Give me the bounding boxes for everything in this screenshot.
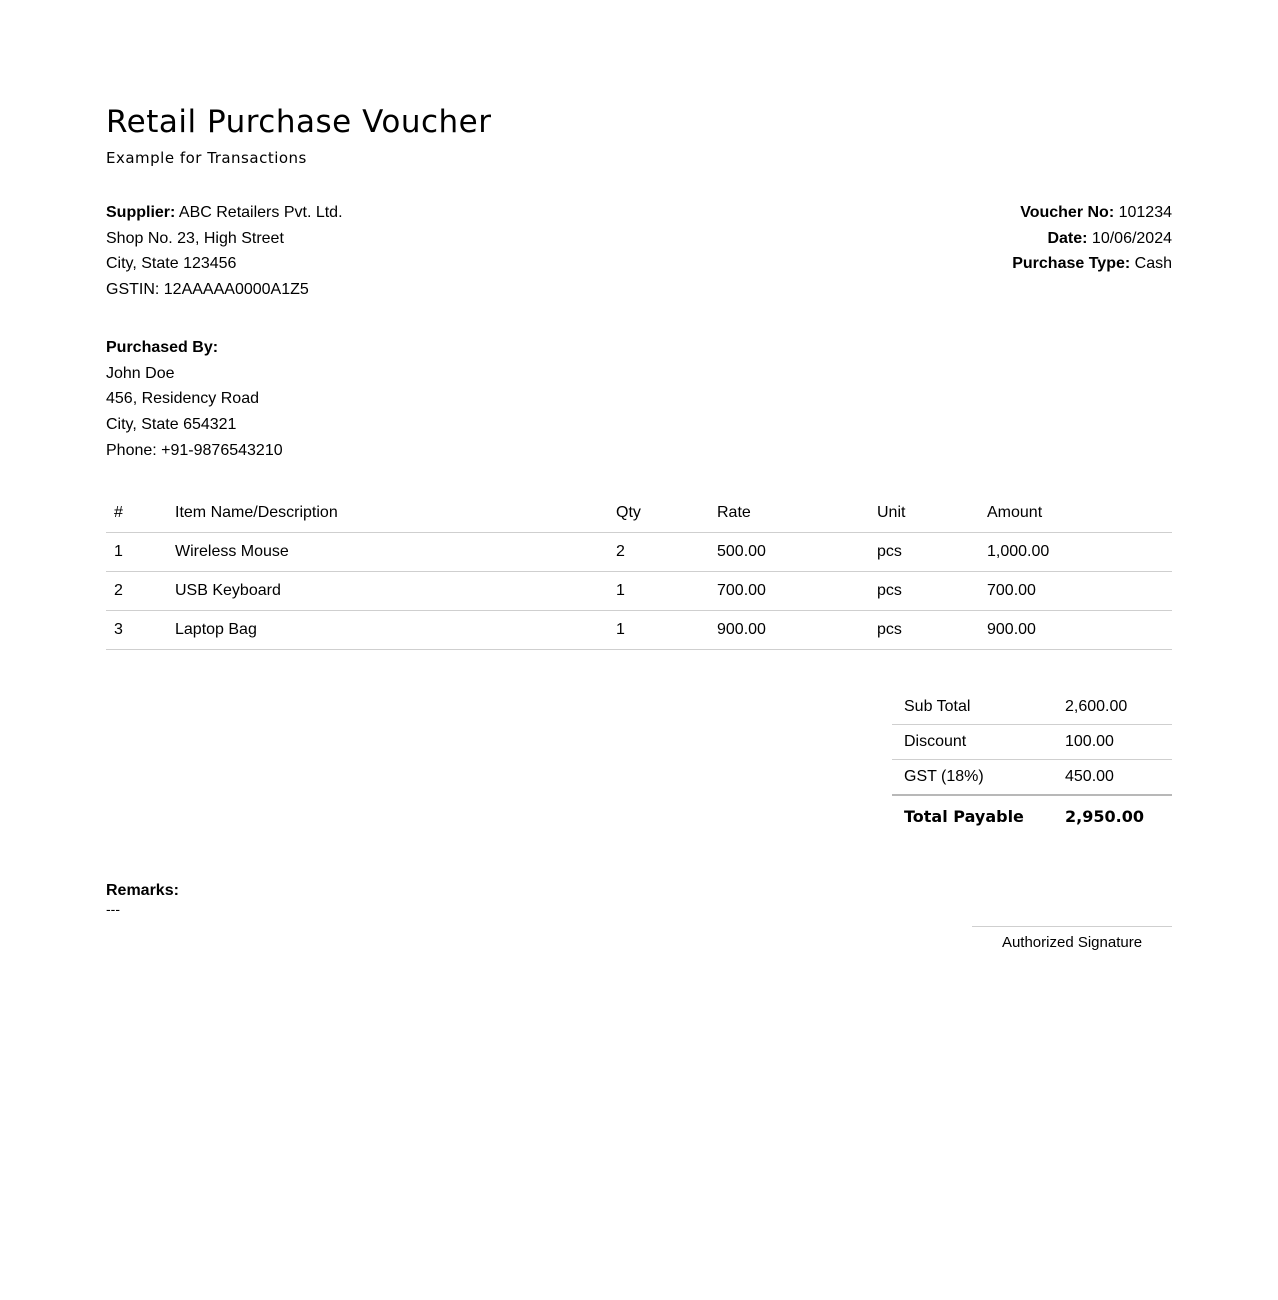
discount-label: Discount [892, 725, 1057, 760]
remarks-label: Remarks: [106, 882, 179, 899]
gst-row [892, 760, 1172, 796]
buyer-details [106, 335, 283, 464]
item-qty: 1 [608, 572, 709, 611]
supplier-address-line1: Shop No. 23, High Street [106, 229, 284, 247]
item-rate: 900.00 [709, 611, 869, 650]
item-name: USB Keyboard [167, 572, 608, 611]
column-header-number: # [106, 494, 167, 533]
item-qty: 2 [608, 533, 709, 572]
voucher-no-label: Voucher No: [1020, 204, 1115, 221]
items-table [106, 494, 1172, 650]
voucher-details [1012, 200, 1172, 277]
supplier-details [106, 200, 343, 303]
buyer-name: John Doe [106, 364, 175, 382]
buyer-label: Purchased By: [106, 339, 219, 356]
gst-label: GST (18%) [892, 760, 1057, 796]
total-payable-row [892, 795, 1172, 836]
column-header-rate: Rate [709, 494, 869, 533]
remarks-section [106, 882, 179, 918]
table-row [106, 611, 1172, 650]
supplier-gstin: GSTIN: 12AAAAA0000A1Z5 [106, 281, 309, 299]
item-rate: 700.00 [709, 572, 869, 611]
row-number: 2 [106, 572, 167, 611]
table-row [106, 533, 1172, 572]
item-unit: pcs [869, 611, 979, 650]
column-header-item: Item Name/Description [167, 494, 608, 533]
items-header-row [106, 494, 1172, 533]
buyer-phone: Phone: +91-9876543210 [106, 441, 283, 459]
voucher-date-label: Date: [1047, 229, 1088, 247]
item-name: Wireless Mouse [167, 533, 608, 572]
page-title: Retail Purchase Voucher [106, 104, 492, 140]
purchase-type: Cash [1134, 255, 1172, 273]
supplier-name: ABC Retailers Pvt. Ltd. [178, 204, 343, 221]
subtotal-label: Sub Total [892, 690, 1057, 725]
discount-row [892, 725, 1172, 760]
item-unit: pcs [869, 572, 979, 611]
purchase-type-label: Purchase Type: [1012, 255, 1131, 273]
column-header-qty: Qty [608, 494, 709, 533]
table-row [106, 572, 1172, 611]
voucher-date: 10/06/2024 [1091, 229, 1172, 247]
row-number: 3 [106, 611, 167, 650]
gst-value: 450.00 [1057, 760, 1172, 796]
discount-value: 100.00 [1057, 725, 1172, 760]
subtotal-row [892, 690, 1172, 725]
item-unit: pcs [869, 533, 979, 572]
row-number: 1 [106, 533, 167, 572]
item-amount: 900.00 [979, 611, 1172, 650]
supplier-label: Supplier: [106, 204, 176, 221]
total-payable-label: Total Payable [904, 806, 1024, 826]
authorized-signature: Authorized Signature [972, 926, 1172, 951]
item-name: Laptop Bag [167, 611, 608, 650]
totals-table [892, 690, 1172, 836]
voucher-no: 101234 [1118, 204, 1172, 221]
column-header-amount: Amount [979, 494, 1172, 533]
column-header-unit: Unit [869, 494, 979, 533]
item-amount: 700.00 [979, 572, 1172, 611]
supplier-address-line2: City, State 123456 [106, 255, 237, 273]
page-subtitle: Example for Transactions [106, 149, 307, 167]
buyer-address-line1: 456, Residency Road [106, 390, 259, 408]
item-amount: 1,000.00 [979, 533, 1172, 572]
total-payable-value: 2,950.00 [1065, 806, 1144, 826]
buyer-address-line2: City, State 654321 [106, 416, 237, 434]
item-rate: 500.00 [709, 533, 869, 572]
subtotal-value: 2,600.00 [1057, 690, 1172, 725]
remarks-value: --- [106, 901, 120, 917]
item-qty: 1 [608, 611, 709, 650]
